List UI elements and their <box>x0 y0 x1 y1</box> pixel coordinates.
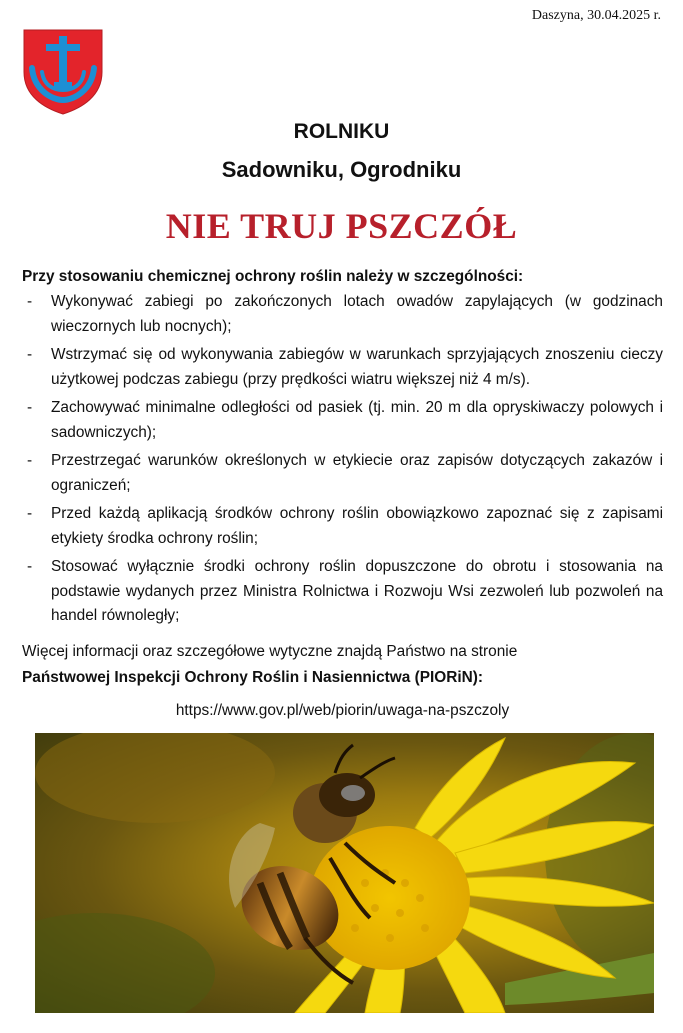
title-line-1: ROLNIKU <box>293 120 390 143</box>
coat-of-arms-icon <box>22 28 104 116</box>
list-item: - Wstrzymać się od wykonywania zabiegów w warunkach sprzyjających znoszeniu cieczy użytkowej podczas zabiegu (przy prędkości wiatru większej niż 4 m/s). <box>22 343 663 392</box>
list-item: - Przestrzegać warunków określonych w etykiecie oraz zapisów dotyczących zakazów i ograniczeń; <box>22 449 663 498</box>
bee-on-flower-photo <box>35 733 654 1013</box>
document-date: Daszyna, 30.04.2025 r. <box>531 8 661 23</box>
headline: NIE TRUJ PSZCZÓŁ <box>165 206 518 246</box>
info-url-link[interactable]: https://www.gov.pl/web/piorin/uwaga-na-pszczoly <box>175 701 510 719</box>
list-item: - Stosować wyłącznie środki ochrony roślin dopuszczone do obrotu i stosowania na podstawie wydanych przez Ministra Rolnictwa i Rozwoju Wsi zezwoleń lub pozwoleń na handel równoległy; <box>22 555 663 629</box>
more-info-text: Więcej informacji oraz szczegółowe wytyczne znajdą Państwo na stronie <box>22 642 518 660</box>
list-item: - Wykonywać zabiegi po zakończonych lotach owadów zapylających (w godzinach wieczornych lub nocnych); <box>22 290 663 339</box>
photo-illustration <box>35 733 654 1013</box>
recommendations-list <box>22 290 663 629</box>
institution-name: Państwowej Inspekcji Ochrony Roślin i Nasiennictwa (PIORiN): <box>22 668 483 686</box>
main-content <box>22 266 663 723</box>
list-item: - Przed każdą aplikacją środków ochrony roślin obowiązkowo zapoznać się z zapisami etykiety środka ochrony roślin; <box>22 502 663 551</box>
title-line-2: Sadowniku, Ogrodniku <box>221 157 462 182</box>
intro-text: Przy stosowaniu chemicznej ochrony roślin należy w szczególności: <box>22 268 524 285</box>
list-item: - Zachowywać minimalne odległości od pasiek (tj. min. 20 m dla opryskiwaczy polowych i sadowniczych); <box>22 396 663 445</box>
